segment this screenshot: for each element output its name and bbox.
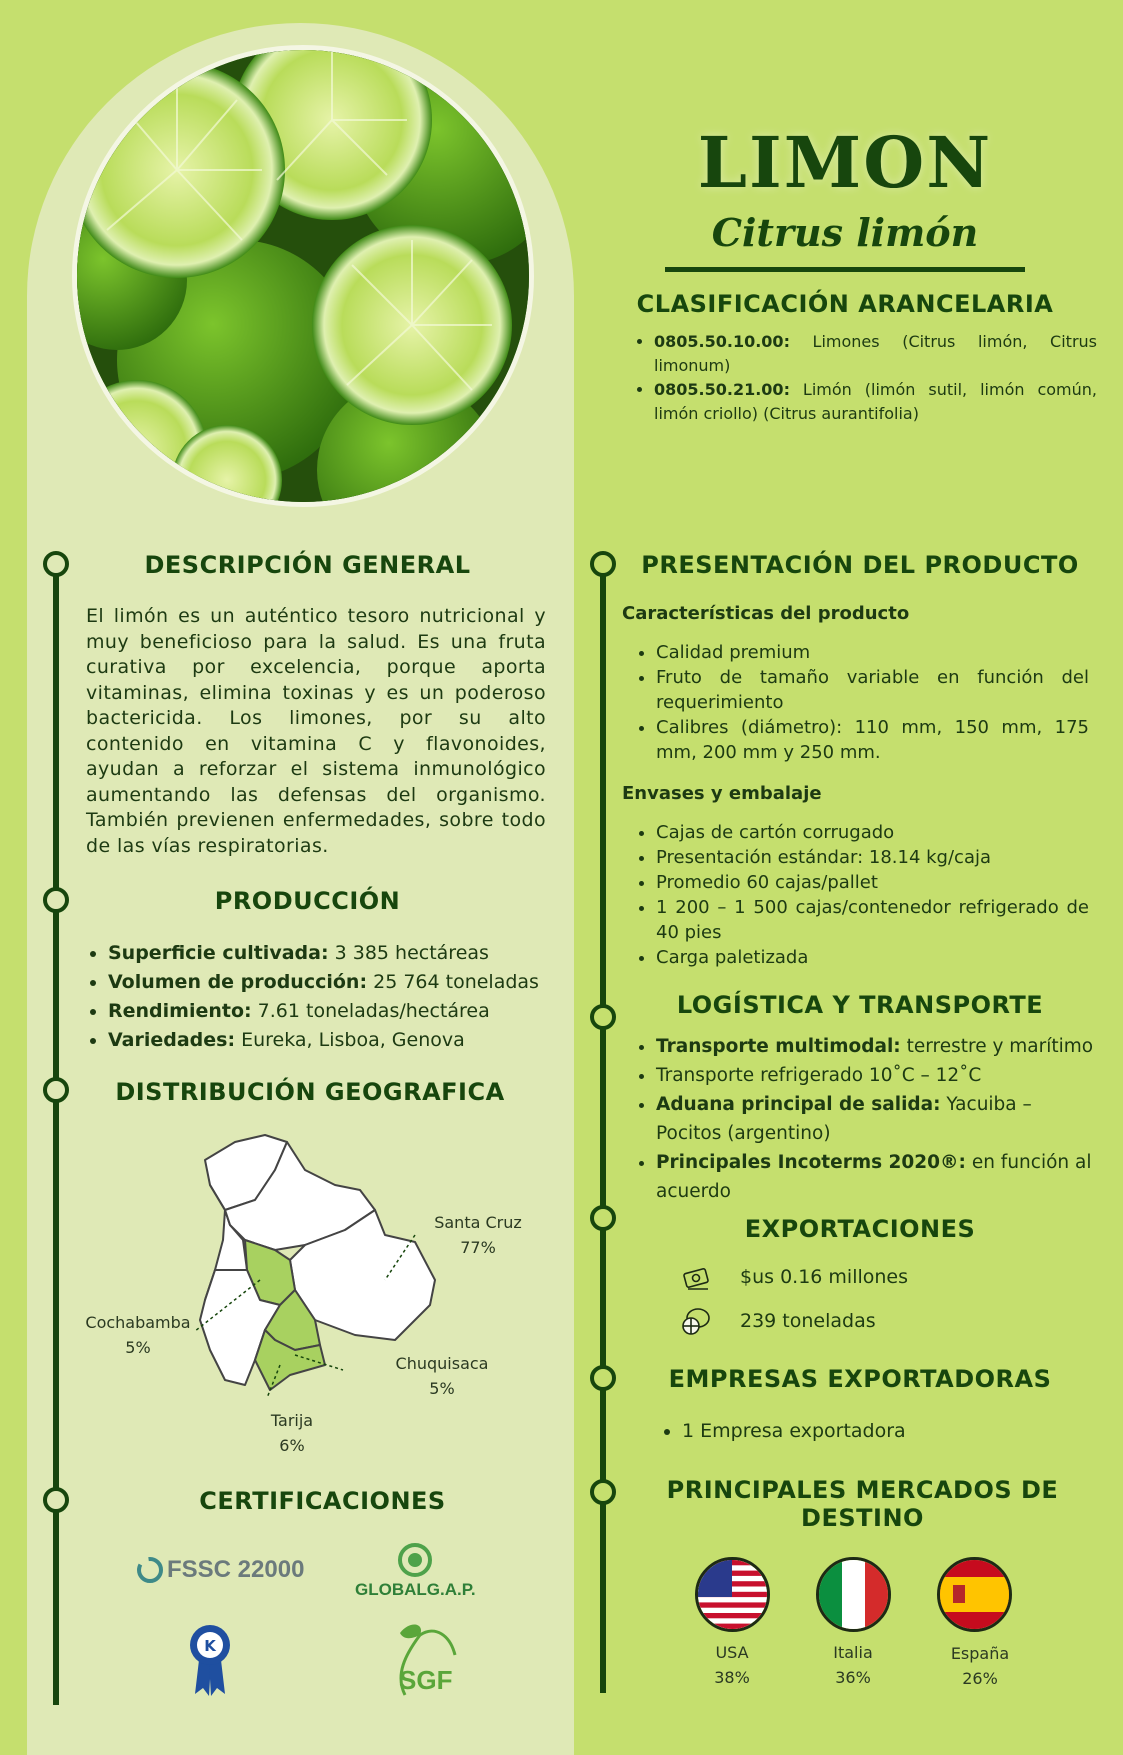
caracteristicas-label: Características del producto	[622, 603, 910, 624]
map-label-chuquisaca	[382, 1351, 502, 1401]
region-pct: 77%	[460, 1238, 496, 1257]
logistica-item	[656, 1032, 1094, 1061]
item-label: Variedades:	[108, 1029, 236, 1051]
market-pct: 36%	[835, 1668, 871, 1687]
empresas-list	[660, 1419, 1060, 1444]
market-name: España	[950, 1644, 1010, 1663]
envase-item: • Promedio 60 cajas/pallet	[656, 870, 1089, 895]
tariff-code: 0805.50.10.00:	[654, 332, 790, 351]
globe-icon	[395, 1542, 435, 1578]
item-value: Transporte refrigerado 10˚C – 12˚C	[656, 1065, 982, 1086]
clasificacion-list	[632, 330, 1097, 426]
produccion-item	[108, 968, 556, 997]
item-label: Rendimiento:	[108, 1000, 252, 1022]
item-value: 3 385 hectáreas	[328, 942, 489, 964]
title-divider	[665, 267, 1025, 272]
produccion-item	[108, 1026, 556, 1055]
tariff-code: 0805.50.21.00:	[654, 380, 790, 399]
envase-item: • Cajas de cartón corrugado	[656, 820, 1089, 845]
region-name: Cochabamba	[85, 1313, 191, 1332]
lemon-icon	[680, 1305, 712, 1337]
market-italia	[803, 1640, 903, 1690]
timeline-node	[43, 1077, 69, 1103]
region-pct: 6%	[279, 1436, 305, 1455]
caracteristicas-list	[634, 640, 1089, 765]
clasificacion-item	[654, 330, 1097, 378]
item-label: Superficie cultivada:	[108, 942, 329, 964]
item-value: Yacuiba – Pocitos (argentino)	[656, 1094, 1032, 1144]
envases-list	[634, 820, 1089, 970]
descripcion-heading: DESCRIPCIÓN GENERAL	[144, 551, 471, 579]
sgf-text: SGF	[399, 1665, 453, 1695]
clasificacion-heading: CLASIFICACIÓN ARANCELARIA	[636, 290, 1054, 318]
caracteristica-item: • Calidad premium	[656, 640, 1089, 665]
item-value: Eureka, Lisboa, Genova	[235, 1029, 465, 1051]
region-name: Tarija	[270, 1411, 314, 1430]
distribucion-heading: DISTRIBUCIÓN GEOGRAFICA	[115, 1078, 505, 1106]
market-name: Italia	[833, 1643, 873, 1662]
tariff-desc: Limones (Citrus limón, Citrus limonum)	[654, 332, 1097, 375]
map-label-santa-cruz	[418, 1210, 538, 1260]
tariff-desc: Limón (limón sutil, limón común, limón criollo) (Citrus aurantifolia)	[654, 380, 1097, 423]
italy-flag-icon	[816, 1557, 891, 1632]
produccion-list	[86, 939, 556, 1055]
descripcion-text: El limón es un auténtico tesoro nutricional y muy beneficioso para la salud. Es una fruta curativa por excelencia, porque aporta vitaminas, elimina toxinas y es un poderoso bactericida. Los limones, por su alto contenido en vitamina C y flavonoides, ayudan a reforzar el sistema inmunológico aumentando las defensas del organismo. También previenen enfermedades, sobre todo de las vías respiratorias.	[86, 605, 546, 857]
spain-flag-icon	[937, 1557, 1012, 1632]
produccion-item	[108, 997, 556, 1026]
globalgap-logo	[350, 1542, 480, 1604]
presentacion-heading: PRESENTACIÓN DEL PRODUCTO	[641, 551, 1079, 579]
svg-text:K: K	[204, 1637, 216, 1655]
item-value: en función al acuerdo	[656, 1152, 1092, 1202]
envase-item: • Presentación estándar: 18.14 kg/caja	[656, 845, 1089, 870]
timeline-node	[590, 1004, 616, 1030]
left-timeline	[53, 565, 59, 1705]
kosher-badge-icon	[187, 1622, 233, 1698]
product-title: LIMON	[697, 121, 993, 204]
timeline-node	[43, 1487, 69, 1513]
market-espana	[930, 1641, 1030, 1691]
market-name: USA	[715, 1643, 749, 1662]
globalgap-text: GLOBALG.A.P.	[355, 1580, 476, 1599]
logistica-item	[656, 1090, 1094, 1148]
empresa-item: • 1 Empresa exportadora	[682, 1419, 1060, 1444]
mercados-heading: PRINCIPALES MERCADOS DE DESTINO	[666, 1476, 1059, 1532]
certificaciones-heading: CERTIFICACIONES	[199, 1487, 446, 1515]
logistica-item	[656, 1148, 1094, 1206]
logistica-item	[656, 1061, 1094, 1090]
map-label-tarija	[232, 1408, 352, 1458]
produccion-heading: PRODUCCIÓN	[214, 887, 401, 915]
timeline-node	[43, 887, 69, 913]
item-label: Transporte multimodal:	[656, 1036, 901, 1057]
envases-label: Envases y embalaje	[622, 783, 822, 804]
item-label: Aduana principal de salida:	[656, 1094, 941, 1115]
timeline-node	[590, 1479, 616, 1505]
empresas-heading: EMPRESAS EXPORTADORAS	[668, 1365, 1052, 1393]
export-value-usd: $us 0.16 millones	[740, 1266, 909, 1288]
caracteristica-item: • Calibres (diámetro): 110 mm, 150 mm, 175 mm, 200 mm y 250 mm.	[656, 715, 1089, 765]
market-usa	[682, 1640, 782, 1690]
timeline-node	[590, 551, 616, 577]
item-value: 25 764 toneladas	[367, 971, 539, 993]
item-value: terrestre y marítimo	[900, 1036, 1094, 1057]
fssc-text: FSSC 22000	[167, 1556, 305, 1583]
clasificacion-item	[654, 378, 1097, 426]
exportaciones-heading: EXPORTACIONES	[744, 1215, 976, 1243]
timeline-node	[590, 1365, 616, 1391]
item-value: 7.61 toneladas/hectárea	[251, 1000, 490, 1022]
export-value-tons: 239 toneladas	[740, 1310, 876, 1332]
region-pct: 5%	[429, 1379, 455, 1398]
market-pct: 26%	[962, 1669, 998, 1688]
region-name: Santa Cruz	[434, 1213, 522, 1232]
item-label: Volumen de producción:	[108, 971, 368, 993]
envase-item: • Carga paletizada	[656, 945, 1089, 970]
produccion-item	[108, 939, 556, 968]
envase-item: • 1 200 – 1 500 cajas/contenedor refrigerado de 40 pies	[656, 895, 1089, 945]
fssc-logo	[135, 1552, 320, 1588]
timeline-node	[43, 551, 69, 577]
item-label: Principales Incoterms 2020®:	[656, 1152, 966, 1173]
logistica-list	[634, 1032, 1094, 1206]
money-icon	[682, 1265, 712, 1293]
logistica-heading: LOGÍSTICA Y TRANSPORTE	[676, 991, 1044, 1019]
usa-flag-icon	[695, 1557, 770, 1632]
caracteristica-item: • Fruto de tamaño variable en función del requerimiento	[656, 665, 1089, 715]
region-name: Chuquisaca	[395, 1354, 489, 1373]
map-label-cochabamba	[78, 1310, 198, 1360]
scientific-name: Citrus limón	[711, 210, 979, 255]
sgf-logo	[375, 1615, 465, 1700]
lime-photo	[72, 45, 534, 507]
region-pct: 5%	[125, 1338, 151, 1357]
right-timeline	[600, 565, 606, 1693]
market-pct: 38%	[714, 1668, 750, 1687]
timeline-node	[590, 1205, 616, 1231]
